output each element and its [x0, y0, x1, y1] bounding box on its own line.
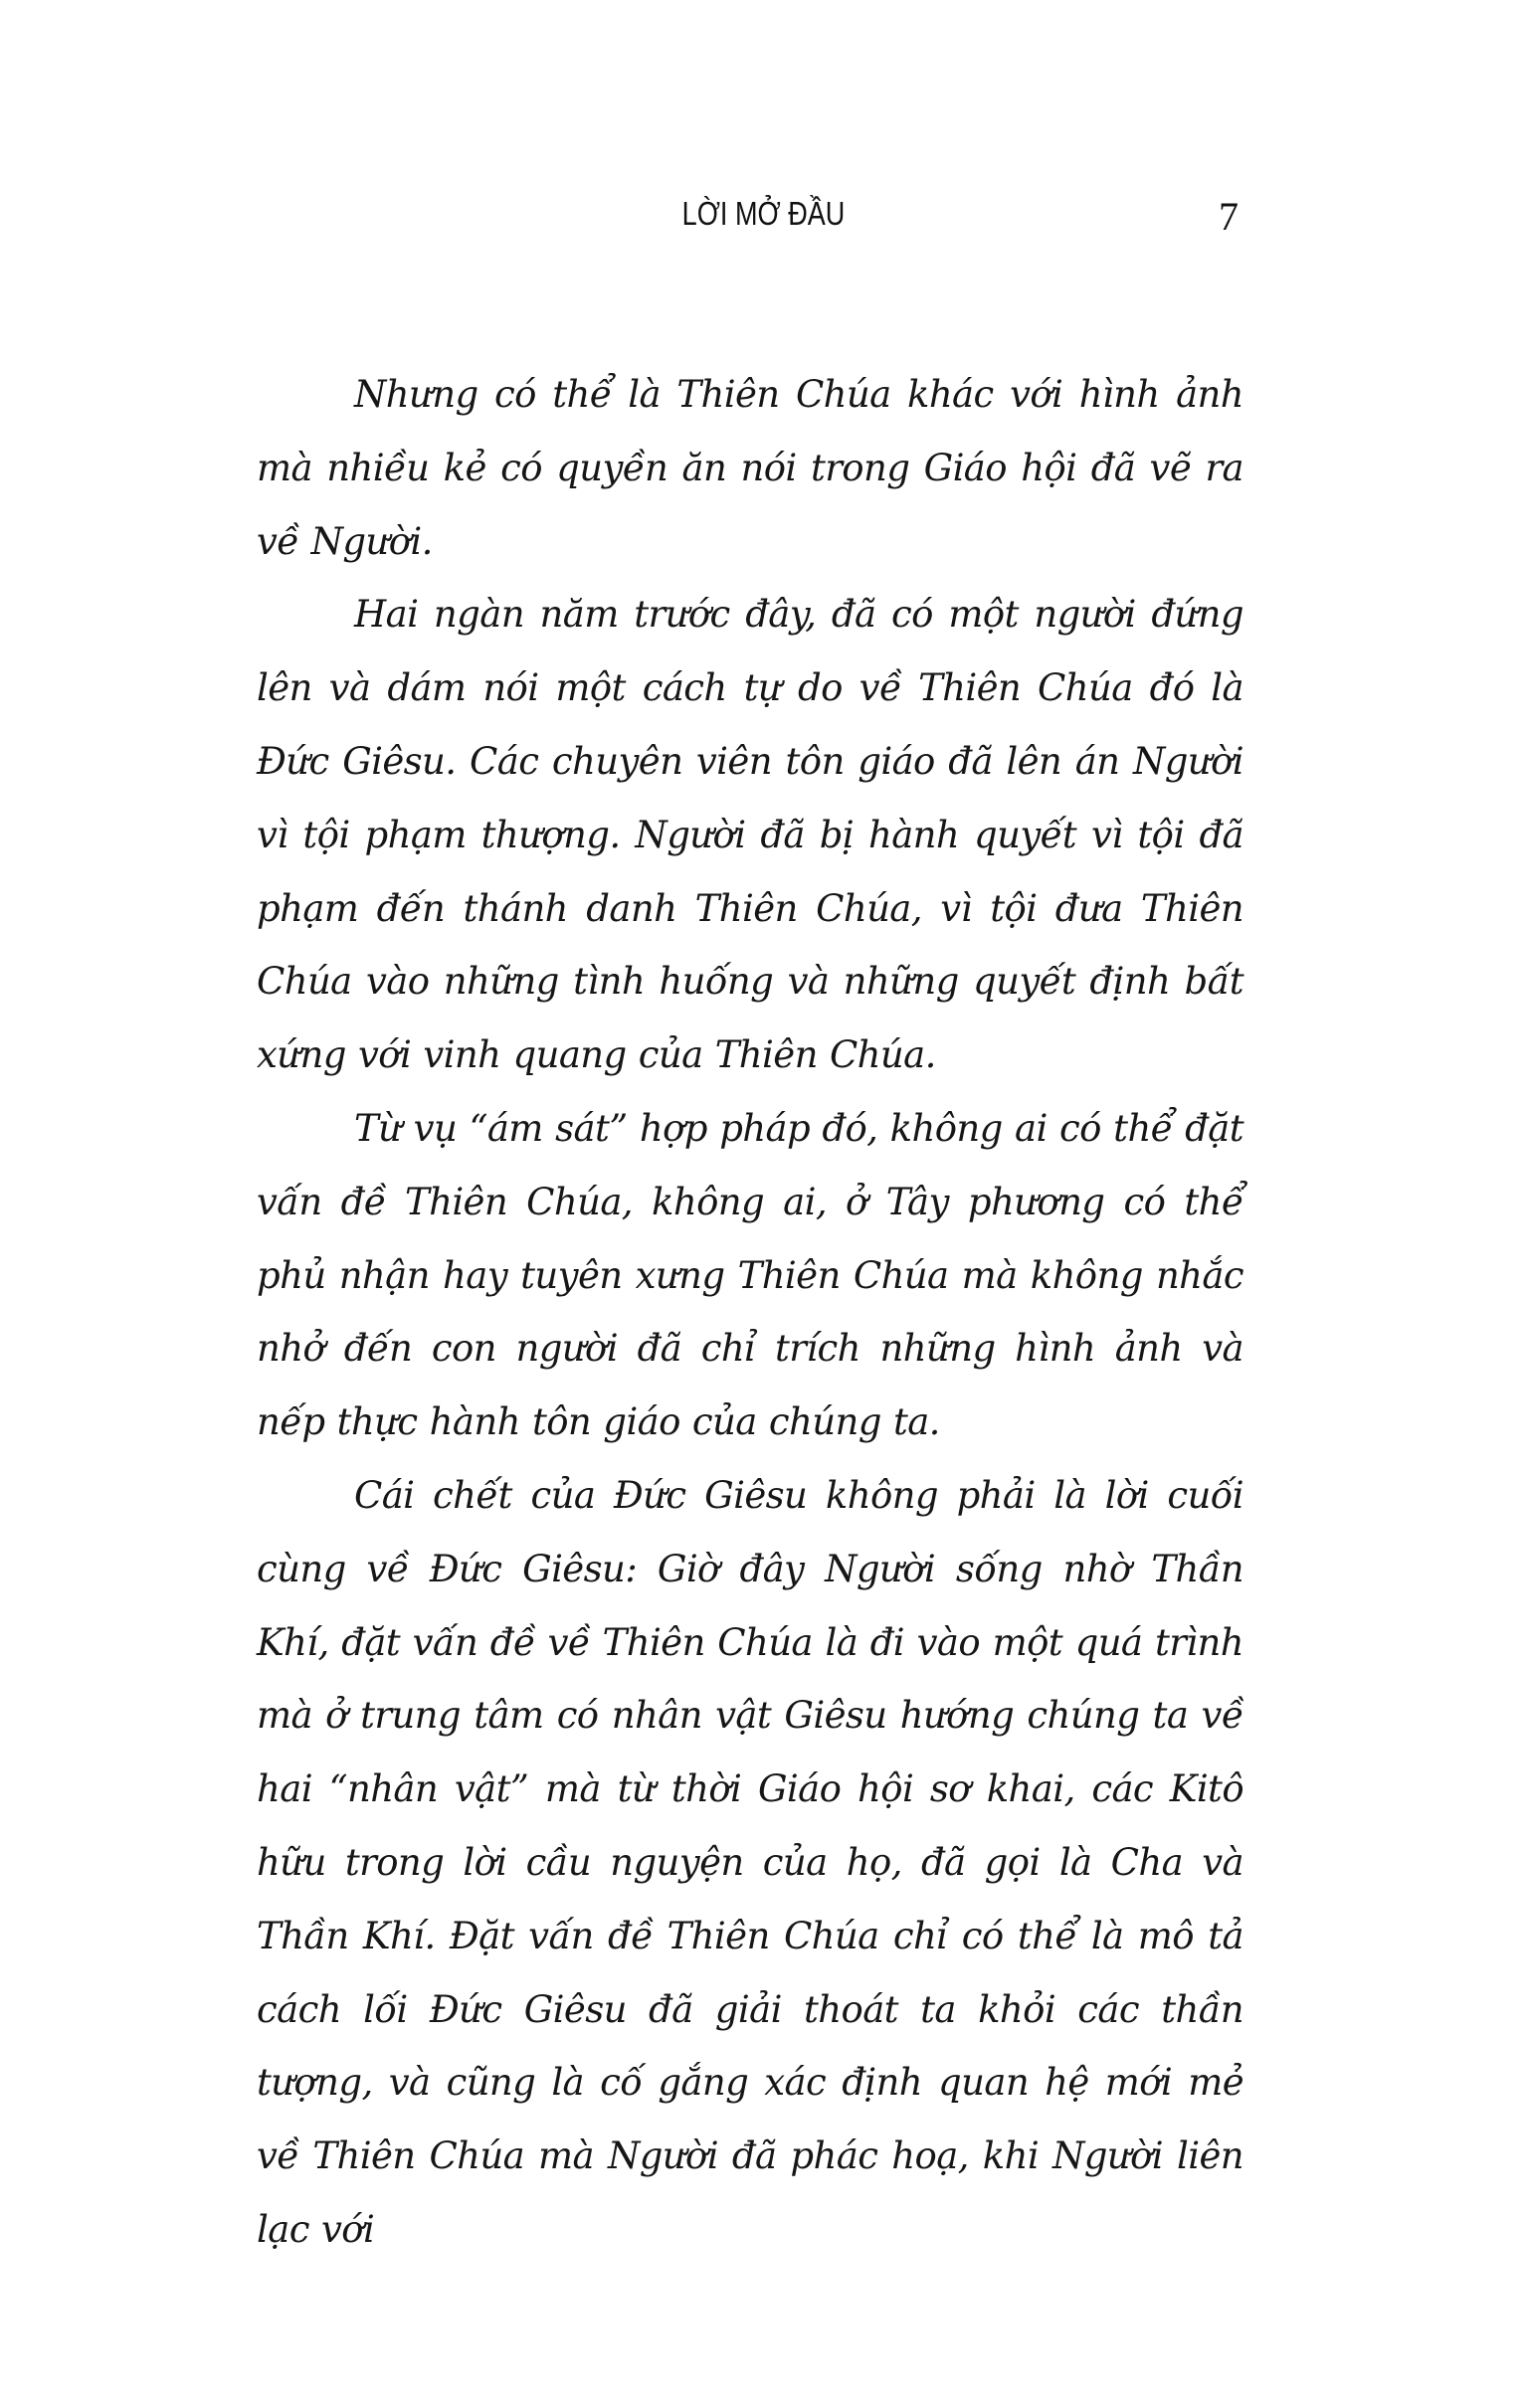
- paragraph: Nhưng có thể là Thiên Chúa khác với hình ảnh mà nhiều kẻ có quyền ăn nói trong Giáo hội đã vẽ ra về Người.: [257, 373, 1243, 563]
- page-number: 7: [1219, 194, 1239, 239]
- body-text: [257, 358, 1243, 2267]
- paragraph: Từ vụ “ám sát” hợp pháp đó, không ai có thể đặt vấn đề Thiên Chúa, không ai, ở Tây phương có thể phủ nhận hay tuyên xưng Thiên Chúa mà không nhắc nhở đến con người đã chỉ trích những hình ảnh và nếp thực hành tôn giáo của chúng ta.: [257, 1106, 1243, 1444]
- paragraph: Cái chết của Đức Giêsu không phải là lời cuối cùng về Đức Giêsu: Giờ đây Người sống nhờ Thần Khí, đặt vấn đề về Thiên Chúa là đi vào một quá trình mà ở trung tâm có nhân vật Giêsu hướng chúng ta về hai “nhân vật” mà từ thời Giáo hội sơ khai, các Kitô hữu trong lời cầu nguyện của họ, đã gọi là Cha và Thần Khí. Đặt vấn đề Thiên Chúa chỉ có thể là mô tả cách lối Đức Giêsu đã giải thoát ta khỏi các thần tượng, và cũng là cố gắng xác định quan hệ mới mẻ về Thiên Chúa mà Người đã phác hoạ, khi Người liên lạc với: [257, 1473, 1243, 2251]
- running-header: [0, 195, 1527, 245]
- running-title: LỜI MỞ ĐẦU: [681, 195, 846, 232]
- paragraph: Hai ngàn năm trước đây, đã có một người đứng lên và dám nói một cách tự do về Thiên Chúa đó là Đức Giêsu. Các chuyên viên tôn giáo đã lên án Người vì tội phạm thượng. Người đã bị hành quyết vì tội đã phạm đến thánh danh Thiên Chúa, vì tội đưa Thiên Chúa vào những tình huống và những quyết định bất xứng với vinh quang của Thiên Chúa.: [257, 593, 1243, 1077]
